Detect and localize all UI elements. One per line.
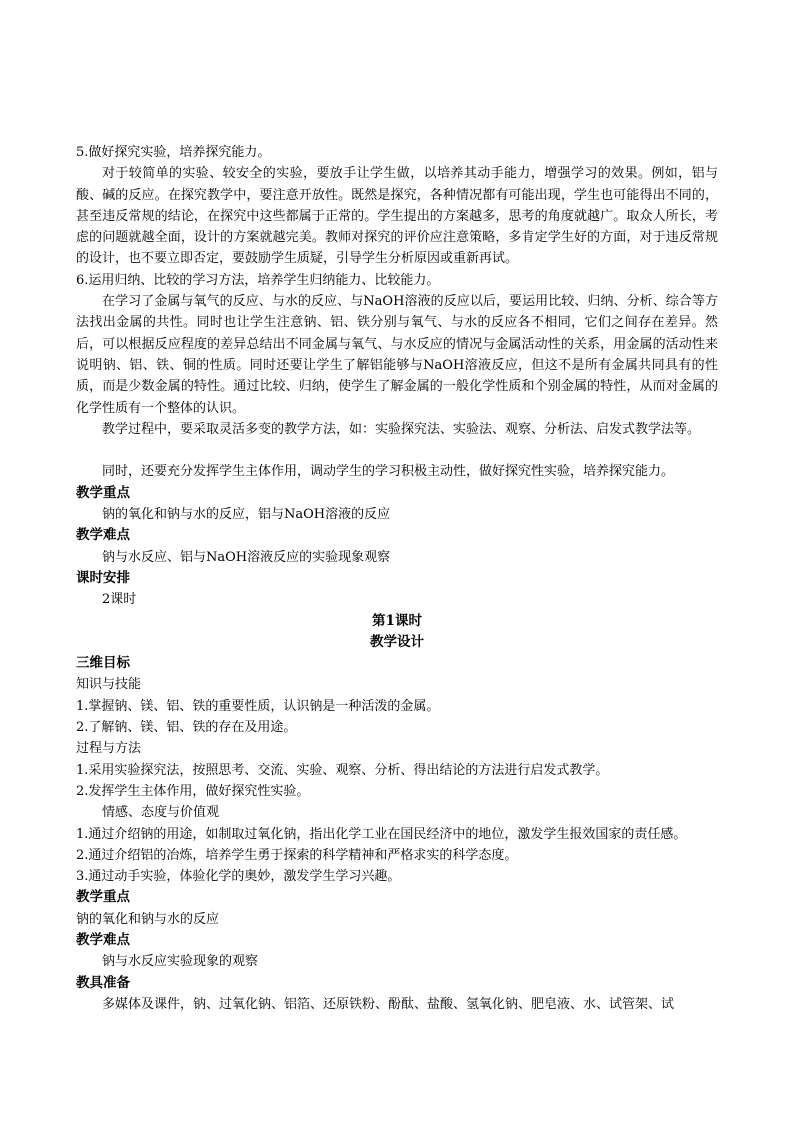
heading-key-points-2: 教学重点 — [76, 889, 130, 906]
point-6: 6.运用归纳、比较的学习方法，培养学生归纳能力、比较能力。 — [76, 272, 440, 288]
key-points-text: 钠的氧化和钠与水的反应，铝与NaOH溶液的反应 — [102, 507, 391, 523]
subheading-knowledge: 知识与技能 — [76, 677, 142, 693]
difficulties-text: 钠与水反应、铝与NaOH溶液反应的实验现象观察 — [102, 549, 391, 565]
heading-difficulties-2: 教学难点 — [76, 932, 130, 949]
paragraph-experiment: 对于较简单的实验、较安全的实验，要放手让学生做，以培养其动手能力，增强学习的效果。例如，铝与酸、碱的反应。在探究教学中，要注意开放性。既然是探究，各种情况都有可能出现，学生也可能得出不同的，甚至违反常规的结论，在探究中这些都属于正常的。学生提出的方案越多，思考的角度就越广。取众人所长，考虑的问题就越全面，设计的方案就越完美。教师对探究的评价应注意策略，多肯定学生好的方面，对于违反常规的设计，也不要立即否定，要鼓励学生质疑，引导学生分析原因或重新再试。 — [76, 166, 718, 267]
knowledge-item-2: 2.了解钠、镁、铝、铁的存在及用途。 — [76, 720, 297, 736]
lesson-title: 第1课时 — [372, 612, 422, 629]
document-body — [76, 142, 718, 1015]
key-points-text-2: 钠的氧化和钠与水的反应 — [76, 911, 220, 927]
knowledge-item-1: 1.掌握钠、镁、铝、铁的重要性质，认识钠是一种活泼的金属。 — [76, 698, 440, 714]
design-title: 教学设计 — [370, 633, 424, 650]
attitude-item-2: 2.通过介绍铝的冶炼，培养学生勇于探索的科学精神和严格求实的科学态度。 — [76, 847, 518, 863]
process-item-1: 1.采用实验探究法，按照思考、交流、实验、观察、分析、得出结论的方法进行启发式教学。 — [76, 762, 609, 778]
paragraph-comparison: 在学习了金属与氧气的反应、与水的反应、与NaOH溶液的反应以后，要运用比较、归纳、分析、综合等方法找出金属的共性。同时也让学生注意钠、铝、铁分别与氧气、与水的反应各不相同，它们之间存在差异。然后，可以根据反应程度的差异总结出不同金属与氧气、与水反应的情况与金属活动性的关系，用金属的活动性来说明钠、铝、铁、铜的性质。同时还要让学生了解铝能够与NaOH溶液反应，但这不是所有金属共同具有的性质，而是少数金属的特性。通过比较、归纳，使学生了解金属的一般化学性质和个别金属的特性，从而对金属的化学性质有一个整体的认识。 — [76, 294, 718, 416]
subheading-attitude: 情感、态度与价值观 — [102, 805, 220, 821]
heading-objectives: 三维目标 — [76, 655, 130, 672]
difficulties-text-2: 钠与水反应实验现象的观察 — [102, 954, 259, 970]
equipment-text: 多媒体及课件，钠、过氧化钠、铝箔、还原铁粉、酚酞、盐酸、氢氧化钠、肥皂液、水、试管架、试 — [102, 996, 675, 1012]
point-5: 5.做好探究实验，培养探究能力。 — [76, 145, 271, 160]
process-item-2: 2.发挥学生主体作用，做好探究性实验。 — [76, 783, 310, 799]
paragraph-subject-role: 同时，还要充分发挥学生主体作用，调动学生的学习积极主动性，做好探究性实验，培养探究能力。 — [102, 464, 675, 480]
schedule-text: 2课时 — [102, 592, 137, 608]
attitude-item-3: 3.通过动手实验，体验化学的奥妙，激发学生学习兴趣。 — [76, 869, 401, 885]
heading-equipment: 教具准备 — [76, 974, 130, 991]
subheading-process: 过程与方法 — [76, 741, 142, 757]
heading-key-points: 教学重点 — [76, 484, 130, 501]
heading-schedule: 课时安排 — [76, 569, 130, 586]
paragraph-methods: 教学过程中，要采取灵活多变的教学方法，如：实验探究法、实验法、观察、分析法、启发式教学法等。 — [102, 421, 701, 437]
attitude-item-1: 1.通过介绍钠的用途，如制取过氧化钠，指出化学工业在国民经济中的地位，激发学生报效国家的责任感。 — [76, 826, 687, 842]
heading-difficulties: 教学难点 — [76, 527, 130, 544]
